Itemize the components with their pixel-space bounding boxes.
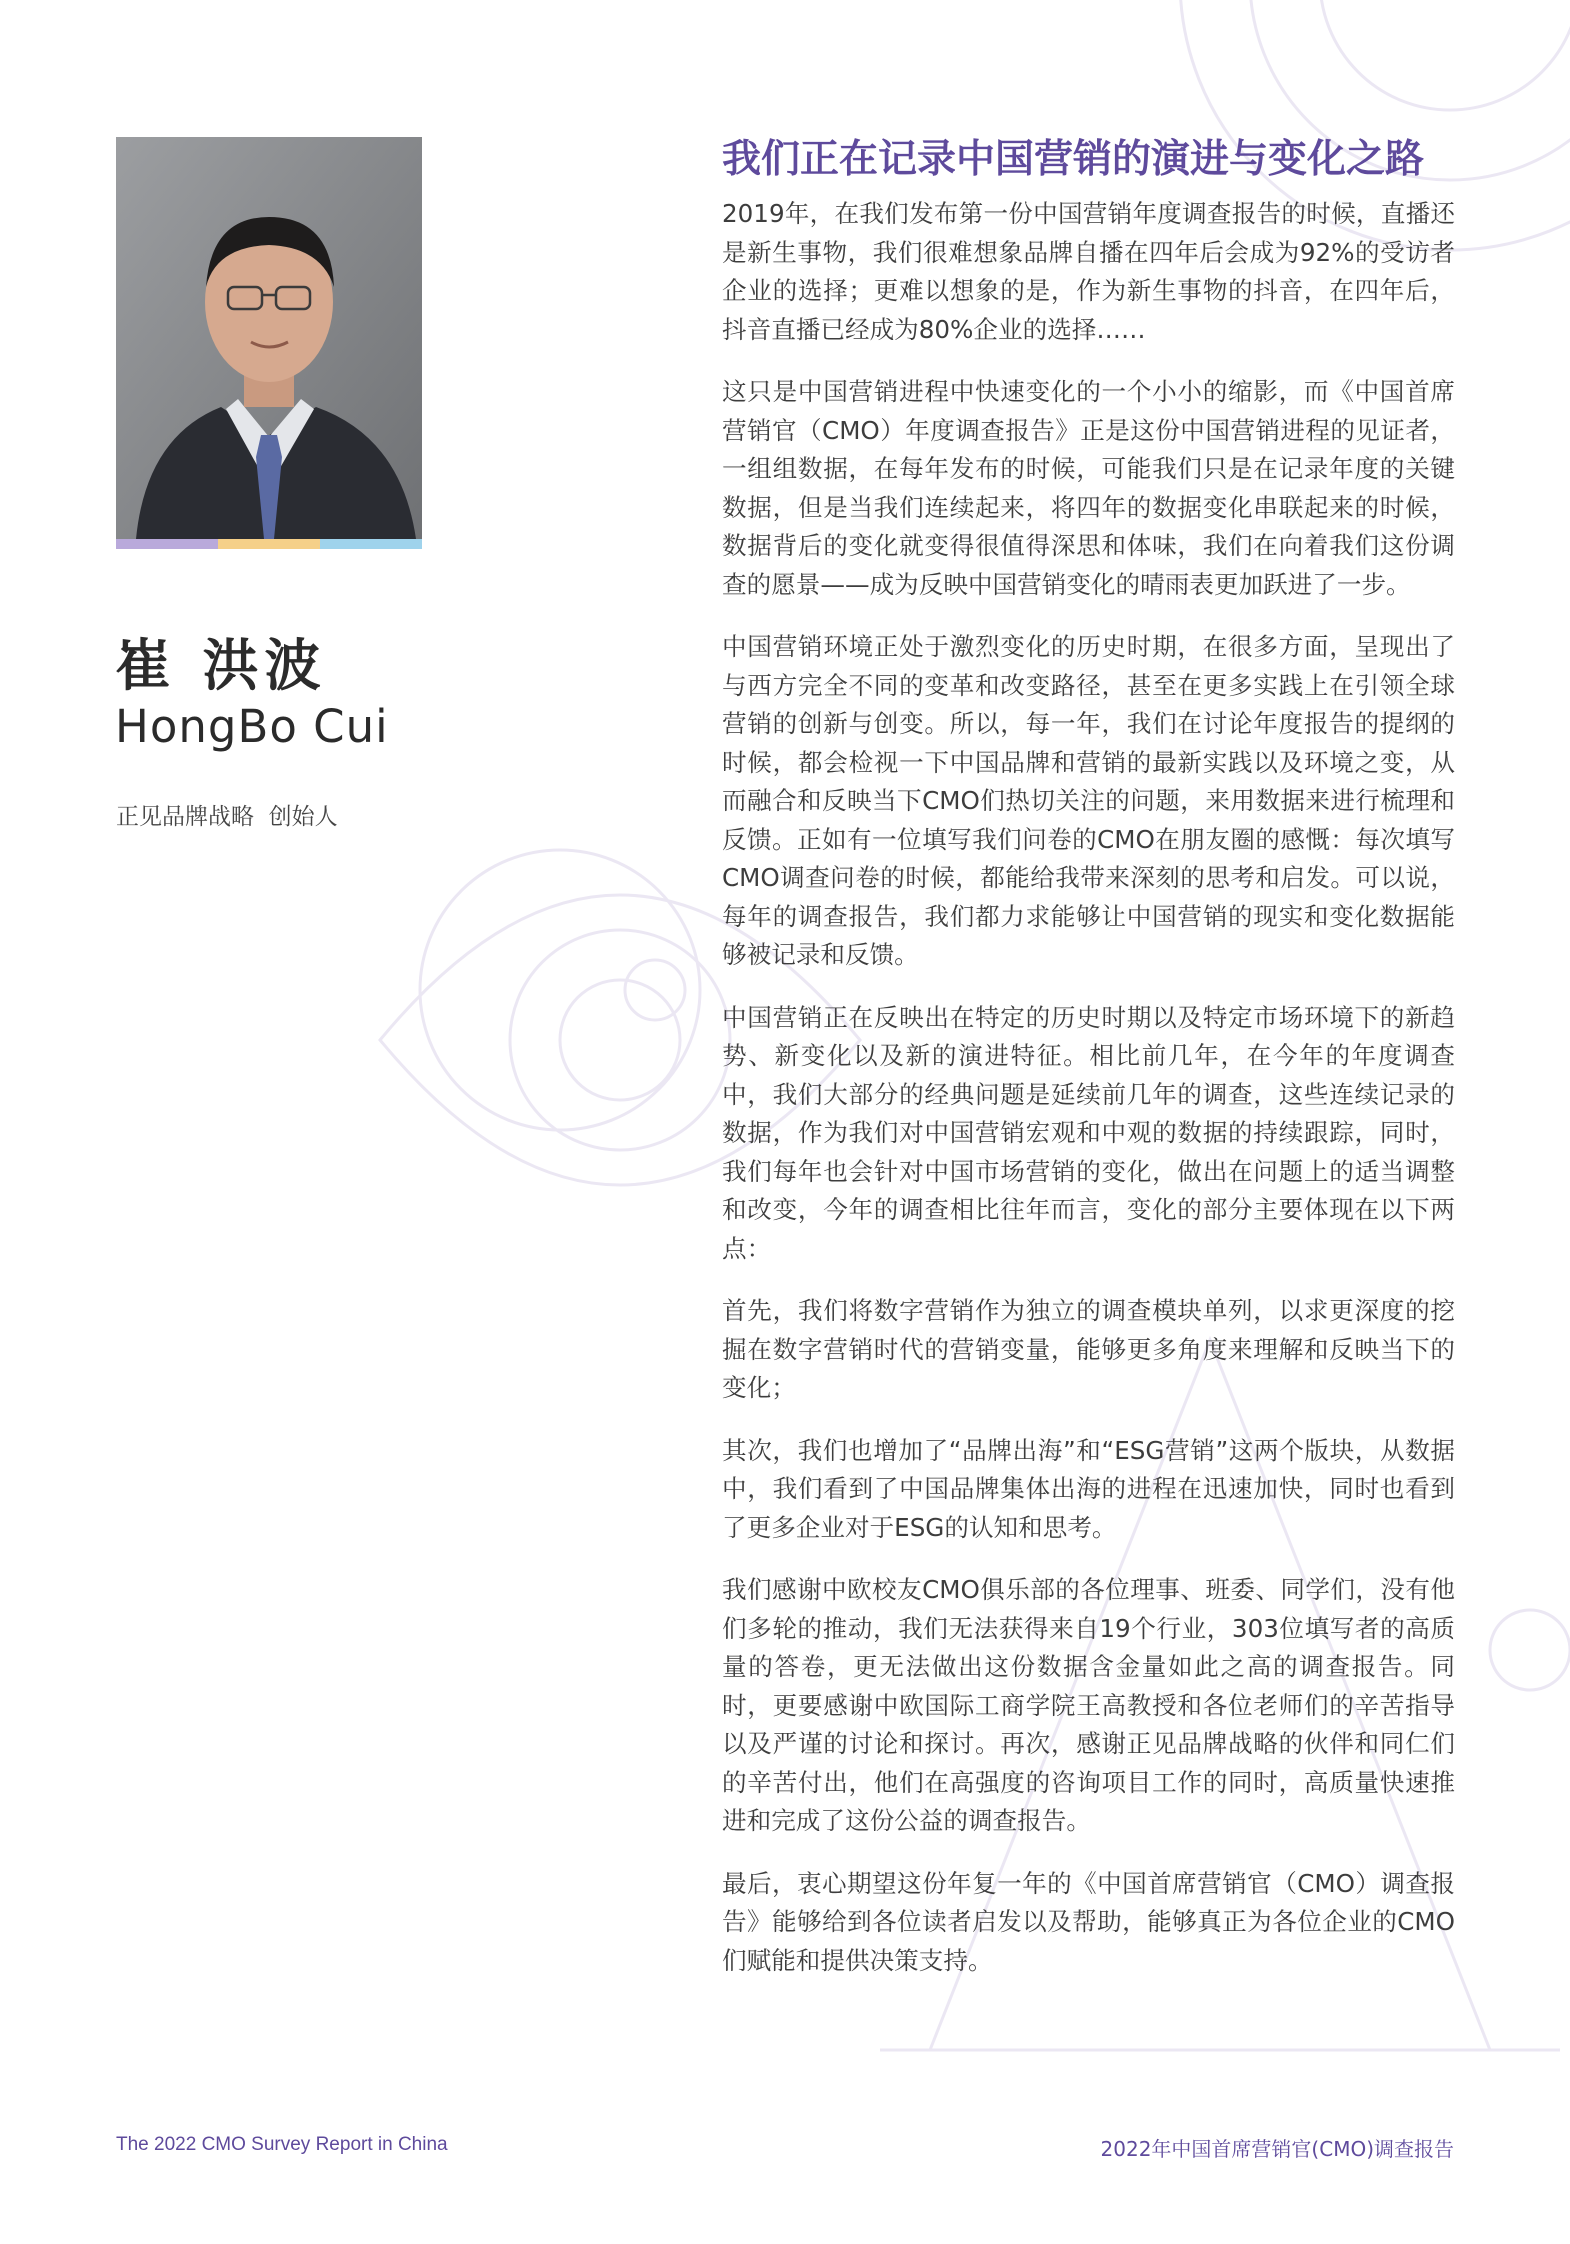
paragraph: 其次，我们也增加了“品牌出海”和“ESG营销”这两个版块，从数据中，我们看到了中国品牌集体出海的进程在迅速加快，同时也看到了更多企业对于ESG的认知和思考。: [722, 1435, 1455, 1542]
article-body: [722, 195, 1455, 2004]
author-name-chinese: 崔 洪波: [115, 634, 327, 699]
paragraph: 中国营销正在反映出在特定的历史时期以及特定市场环境下的新趋势、新变化以及新的演进特征。相比前几年，在今年的年度调查中，我们大部分的经典问题是延续前几年的调查，这些连续记录的数据，作为我们对中国营销宏观和中观的数据的持续跟踪，同时，我们每年也会针对中国市场营销的变化，做出在问题上的适当调整和改变，今年的调查相比往年而言，变化的部分主要体现在以下两点：: [722, 1002, 1455, 1263]
photo-bar-purple: [116, 539, 218, 549]
paragraph: 2019年，在我们发布第一份中国营销年度调查报告的时候，直播还是新生事物，我们很难想象品牌自播在四年后会成为92%的受访者企业的选择；更难以想象的是，作为新生事物的抖音，在四年后，抖音直播已经成为80%企业的选择……: [722, 199, 1455, 344]
author-role: 正见品牌战略 创始人: [116, 804, 338, 830]
paragraph: 中国营销环境正处于激烈变化的历史时期，在很多方面，呈现出了与西方完全不同的变革和改变路径，甚至在更多实践上在引领全球营销的创新与创变。所以，每一年，我们在讨论年度报告的提纲的时候，都会检视一下中国品牌和营销的最新实践以及环境之变，从而融合和反映当下CMO们热切关注的问题，来用数据来进行梳理和反馈。正如有一位填写我们问卷的CMO在朋友圈的感慨：每次填写CMO调查问卷的时候，都能给我带来深刻的思考和启发。可以说，每年的调查报告，我们都力求能够让中国营销的现实和变化数据能够被记录和反馈。: [722, 632, 1455, 969]
page-headline: 我们正在记录中国营销的演进与变化之路: [722, 137, 1425, 182]
paragraph: 首先，我们将数字营销作为独立的调查模块单列，以求更深度的挖掘在数字营销时代的营销变量，能够更多角度来理解和反映当下的变化；: [722, 1296, 1455, 1402]
photo-bar-blue: [320, 539, 422, 549]
footer-report-title-chinese: 2022年中国首席营销官(CMO)调查报告: [1100, 2137, 1454, 2161]
footer-report-title-english: The 2022 CMO Survey Report in China: [116, 2134, 448, 2155]
photo-color-bar: [116, 539, 422, 549]
paragraph: 这只是中国营销进程中快速变化的一个小小的缩影，而《中国首席营销官（CMO）年度调查报告》正是这份中国营销进程的见证者，一组组数据，在每年发布的时候，可能我们只是在记录年度的关键数据，但是当我们连续起来，将四年的数据变化串联起来的时候，数据背后的变化就变得很值得深思和体味，我们在向着我们这份调查的愿景——成为反映中国营销变化的晴雨表更加跃进了一步。: [722, 377, 1455, 599]
paragraph: 最后，衷心期望这份年复一年的《中国首席营销官（CMO）调查报告》能够给到各位读者启发以及帮助，能够真正为各位企业的CMO们赋能和提供决策支持。: [722, 1868, 1455, 1975]
paragraph: 我们感谢中欧校友CMO俱乐部的各位理事、班委、同学们，没有他们多轮的推动，我们无法获得来自19个行业，303位填写者的高质量的答卷，更无法做出这份数据含金量如此之高的调查报告。同时，更要感谢中欧国际工商学院王高教授和各位老师们的辛苦指导以及严谨的讨论和探讨。再次，感谢正见品牌战略的伙伴和同仁们的辛苦付出，他们在高强度的咨询项目工作的同时，高质量快速推进和完成了这份公益的调查报告。: [722, 1575, 1455, 1835]
author-photo: [116, 137, 422, 549]
photo-bar-yellow: [218, 539, 320, 549]
author-name-english: HongBo Cui: [115, 700, 389, 753]
